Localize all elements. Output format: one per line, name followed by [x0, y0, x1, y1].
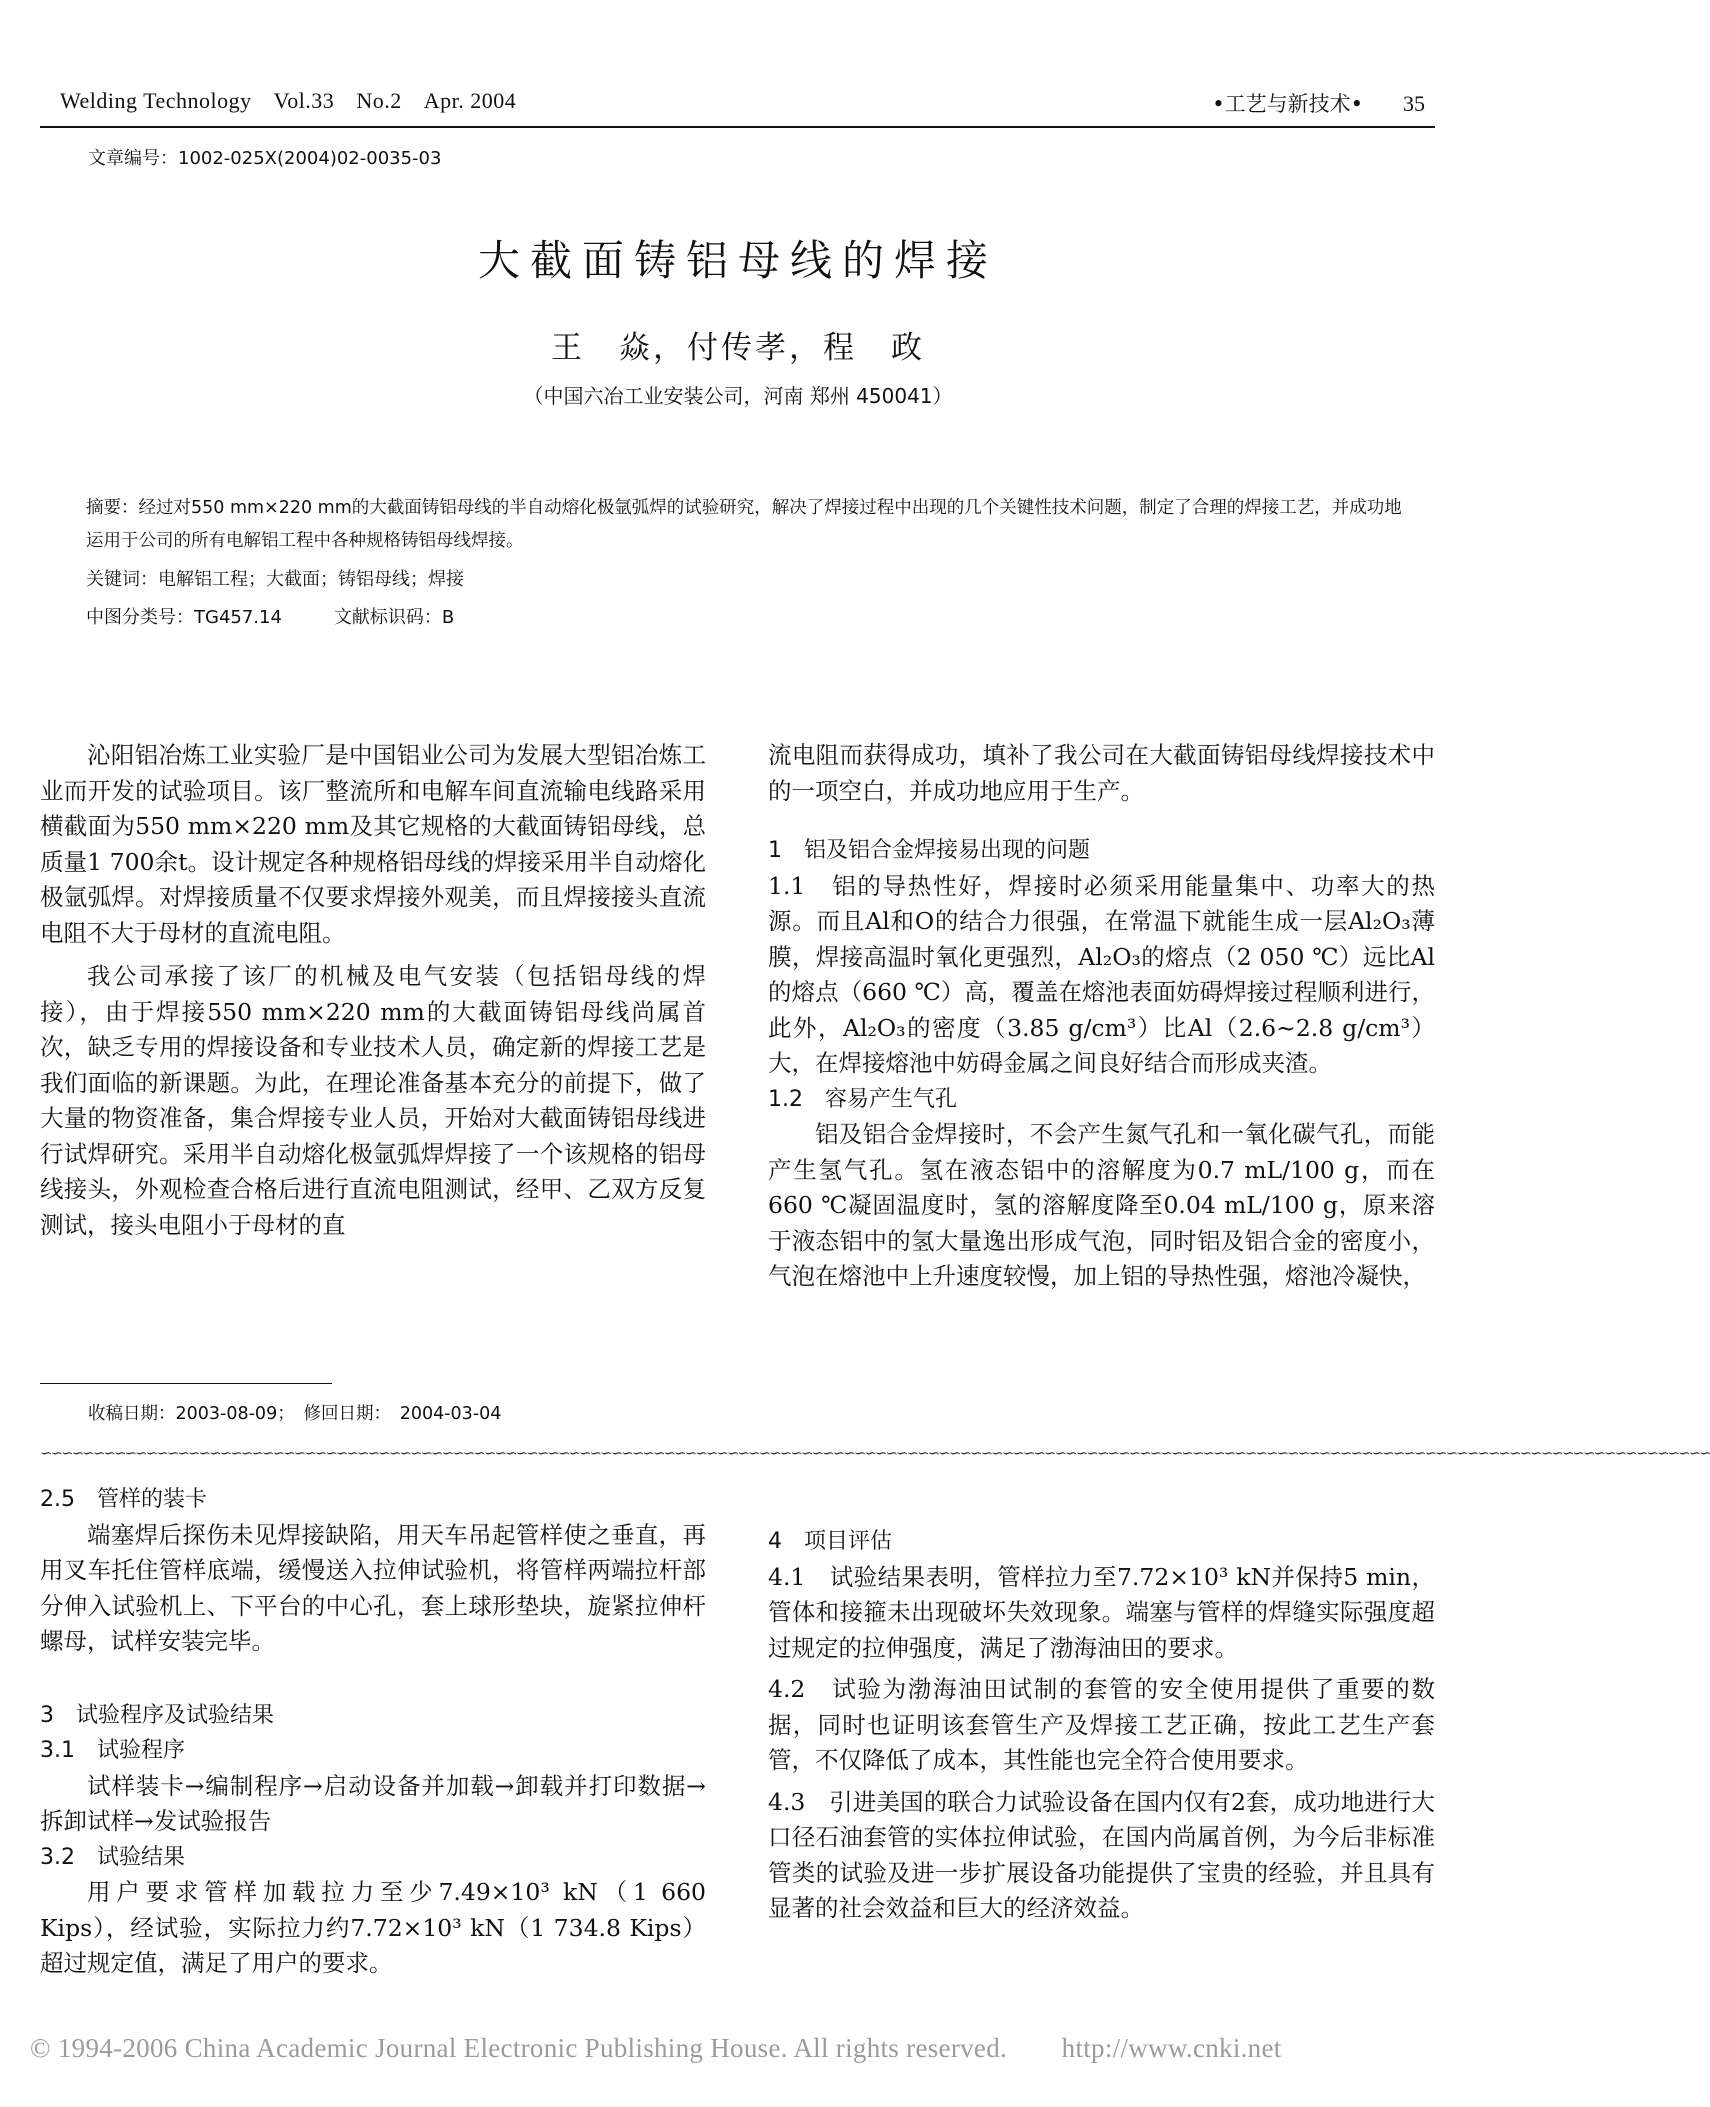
paragraph: 4.2 试验为渤海油田试制的套管的安全使用提供了重要的数据，同时也证明该套管生产及焊接工艺正确，按此工艺生产套管，不仅降低了成本，其性能也完全符合使用要求。 — [768, 1675, 1435, 1774]
article-number: 文章编号：1002-025X(2004)02-0035-03 — [88, 148, 442, 169]
footnote: 收稿日期：2003-08-09； 修回日期： 2004-03-04 — [88, 1404, 502, 1424]
article-divider: ∽∽∽∽∽∽∽∽∽∽∽∽∽∽∽∽∽∽∽∽∽∽∽∽∽∽∽∽∽∽∽∽∽∽∽∽∽∽∽∽∽∽∽∽∽∽∽∽∽∽∽∽∽∽∽∽∽∽∽∽∽∽∽∽∽∽∽∽∽∽∽∽∽∽∽∽∽∽∽∽∽∽∽∽∽∽∽∽∽∽∽∽∽∽∽∽∽∽∽∽∽∽∽∽∽∽∽∽∽∽∽∽∽∽∽∽∽∽∽∽∽∽∽∽∽∽∽∽∽∽∽∽∽∽∽∽∽∽∽∽∽∽∽∽∽∽∽∽∽∽∽∽∽∽∽∽∽∽ — [40, 1444, 1710, 1462]
document-code: 文献标识码：B — [333, 607, 455, 628]
upper-right-column — [768, 738, 1435, 1295]
subsection-heading: 2.5 管样的装卡 — [40, 1487, 207, 1512]
section-heading: 3 试验程序及试验结果 — [40, 1702, 274, 1728]
classification-line — [86, 603, 454, 629]
lower-left-column — [40, 1482, 706, 1982]
paragraph: 4.1 试验结果表明，管样拉力至7.72×10³ kN并保持5 min，管体和接箍未出现破坏失效现象。端塞与管样的焊缝实际强度超过规定的拉伸强度，满足了渤海油田的要求。 — [768, 1562, 1435, 1662]
section-label: •工艺与新技术• — [1212, 92, 1363, 116]
subsection-heading: 3.2 试验结果 — [40, 1844, 185, 1870]
volume: Vol.33 — [273, 88, 335, 113]
keywords: 关键词：电解铝工程；大截面；铸铝母线；焊接 — [86, 569, 464, 590]
footnote-rule — [40, 1383, 332, 1384]
journal-name: Welding Technology — [60, 88, 252, 113]
author-list: 王 焱，付传孝，程 政 — [551, 330, 925, 366]
paragraph: 试样装卡→编制程序→启动设备并加载→卸载并打印数据→拆卸试样→发试验报告 — [40, 1771, 706, 1835]
running-header — [40, 84, 1435, 128]
abstract: 摘要：经过对550 mm×220 mm的大截面铸铝母线的半自动熔化极氩弧焊的试验研究，解决了焊接过程中出现的几个关键性技术问题，制定了合理的焊接工艺，并成功地运用于公司的所有电解铝工程中各种规格铸铝母线焊接。 — [86, 498, 1402, 551]
issue-date: Apr. 2004 — [423, 88, 517, 113]
section-and-page — [1212, 88, 1425, 118]
paper-title: 大截面铸铝母线的焊接 — [477, 236, 998, 285]
affiliation: （中国六冶工业安装公司，河南 郑州 450041） — [523, 384, 953, 408]
section-heading: 1 铝及铝合金焊接易出现的问题 — [768, 838, 1090, 863]
paragraph: 铝及铝合金焊接时，不会产生氮气孔和一氧化碳气孔，而能产生氢气孔。氢在液态铝中的溶解度为0.7 mL/100 g，而在660 ℃凝固温度时，氢的溶解度降至0.04 mL/100 g，原来溶于液态铝中的氢大量逸出形成气泡，同时铝及铝合金的密度小，气泡在熔池中上升速度较慢，加上铝的导热性强，熔池冷凝快， — [768, 1120, 1435, 1290]
journal-citation — [60, 88, 538, 114]
issue: No.2 — [356, 88, 402, 113]
paragraph: 1.1 铝的导热性好，焊接时必须采用能量集中、功率大的热源。而且Al和O的结合力很强，在常温下就能生成一层Al₂O₃薄膜，焊接高温时氧化更强烈，Al₂O₃的熔点（2 050 ℃）远比Al的熔点（660 ℃）高，覆盖在熔池表面妨碍焊接过程顺利进行，此外，Al₂O₃的密度（3.85 g/cm³）比Al（2.6~2.8 g/cm³）大，在焊接熔池中妨碍金属之间良好结合而形成夹渣。 — [768, 871, 1435, 1077]
subsection-heading: 3.1 试验程序 — [40, 1738, 185, 1763]
paragraph: 端塞焊后探伤未见焊接缺陷，用天车吊起管样使之垂直，再用叉车托住管样底端，缓慢送入拉伸试验机，将管样两端拉杆部分伸入试验机上、下平台的中心孔，套上球形垫块，旋紧拉伸杆螺母，试样安装完毕。 — [40, 1520, 706, 1655]
upper-left-column — [40, 738, 706, 1243]
copyright-watermark: © 1994-2006 China Academic Journal Electronic Publishing House. All rights reserved. http://www.cnki.net — [30, 2033, 1282, 2063]
paragraph: 沁阳铝冶炼工业实验厂是中国铝业公司为发展大型铝冶炼工业而开发的试验项目。该厂整流所和电解车间直流输电线路采用横截面为550 mm×220 mm及其它规格的大截面铸铝母线，总质量1 700余t。设计规定各种规格铝母线的焊接采用半自动熔化极氩弧焊。对焊接质量不仅要求焊接外观美，而且焊接接头直流电阻不大于母材的直流电阻。 — [40, 741, 706, 947]
section-heading: 4 项目评估 — [768, 1529, 892, 1554]
paragraph: 4.3 引进美国的联合力试验设备在国内仅有2套，成功地进行大口径石油套管的实体拉伸试验，在国内尚属首例，为今后非标准管类的试验及进一步扩展设备功能提供了宝贵的经验，并且具有显著的社会效益和巨大的经济效益。 — [768, 1787, 1435, 1922]
paragraph: 用户要求管样加载拉力至少7.49×10³ kN（1 660 Kips），经试验，实际拉力约7.72×10³ kN（1 734.8 Kips）超过规定值，满足了用户的要求。 — [40, 1878, 706, 1977]
paragraph: 流电阻而获得成功，填补了我公司在大截面铸铝母线焊接技术中的一项空白，并成功地应用于生产。 — [768, 741, 1435, 805]
subsection-heading: 1.2 容易产生气孔 — [768, 1086, 957, 1112]
page-number: 35 — [1403, 91, 1425, 116]
lower-right-column — [768, 1524, 1435, 1927]
paragraph: 我公司承接了该厂的机械及电气安装（包括铝母线的焊接），由于焊接550 mm×220 mm的大截面铸铝母线尚属首次，缺乏专用的焊接设备和专业技术人员，确定新的焊接工艺是我们面临的新课题。为此，在理论准备基本充分的前提下，做了大量的物资准备，集合焊接专业人员，开始对大截面铸铝母线进行试焊研究。采用半自动熔化极氩弧焊焊接了一个该规格的铝母线接头，外观检查合格后进行直流电阻测试，经甲、乙双方反复测试，接头电阻小于母材的直 — [40, 962, 706, 1239]
classification-number: 中图分类号：TG457.14 — [86, 607, 282, 628]
